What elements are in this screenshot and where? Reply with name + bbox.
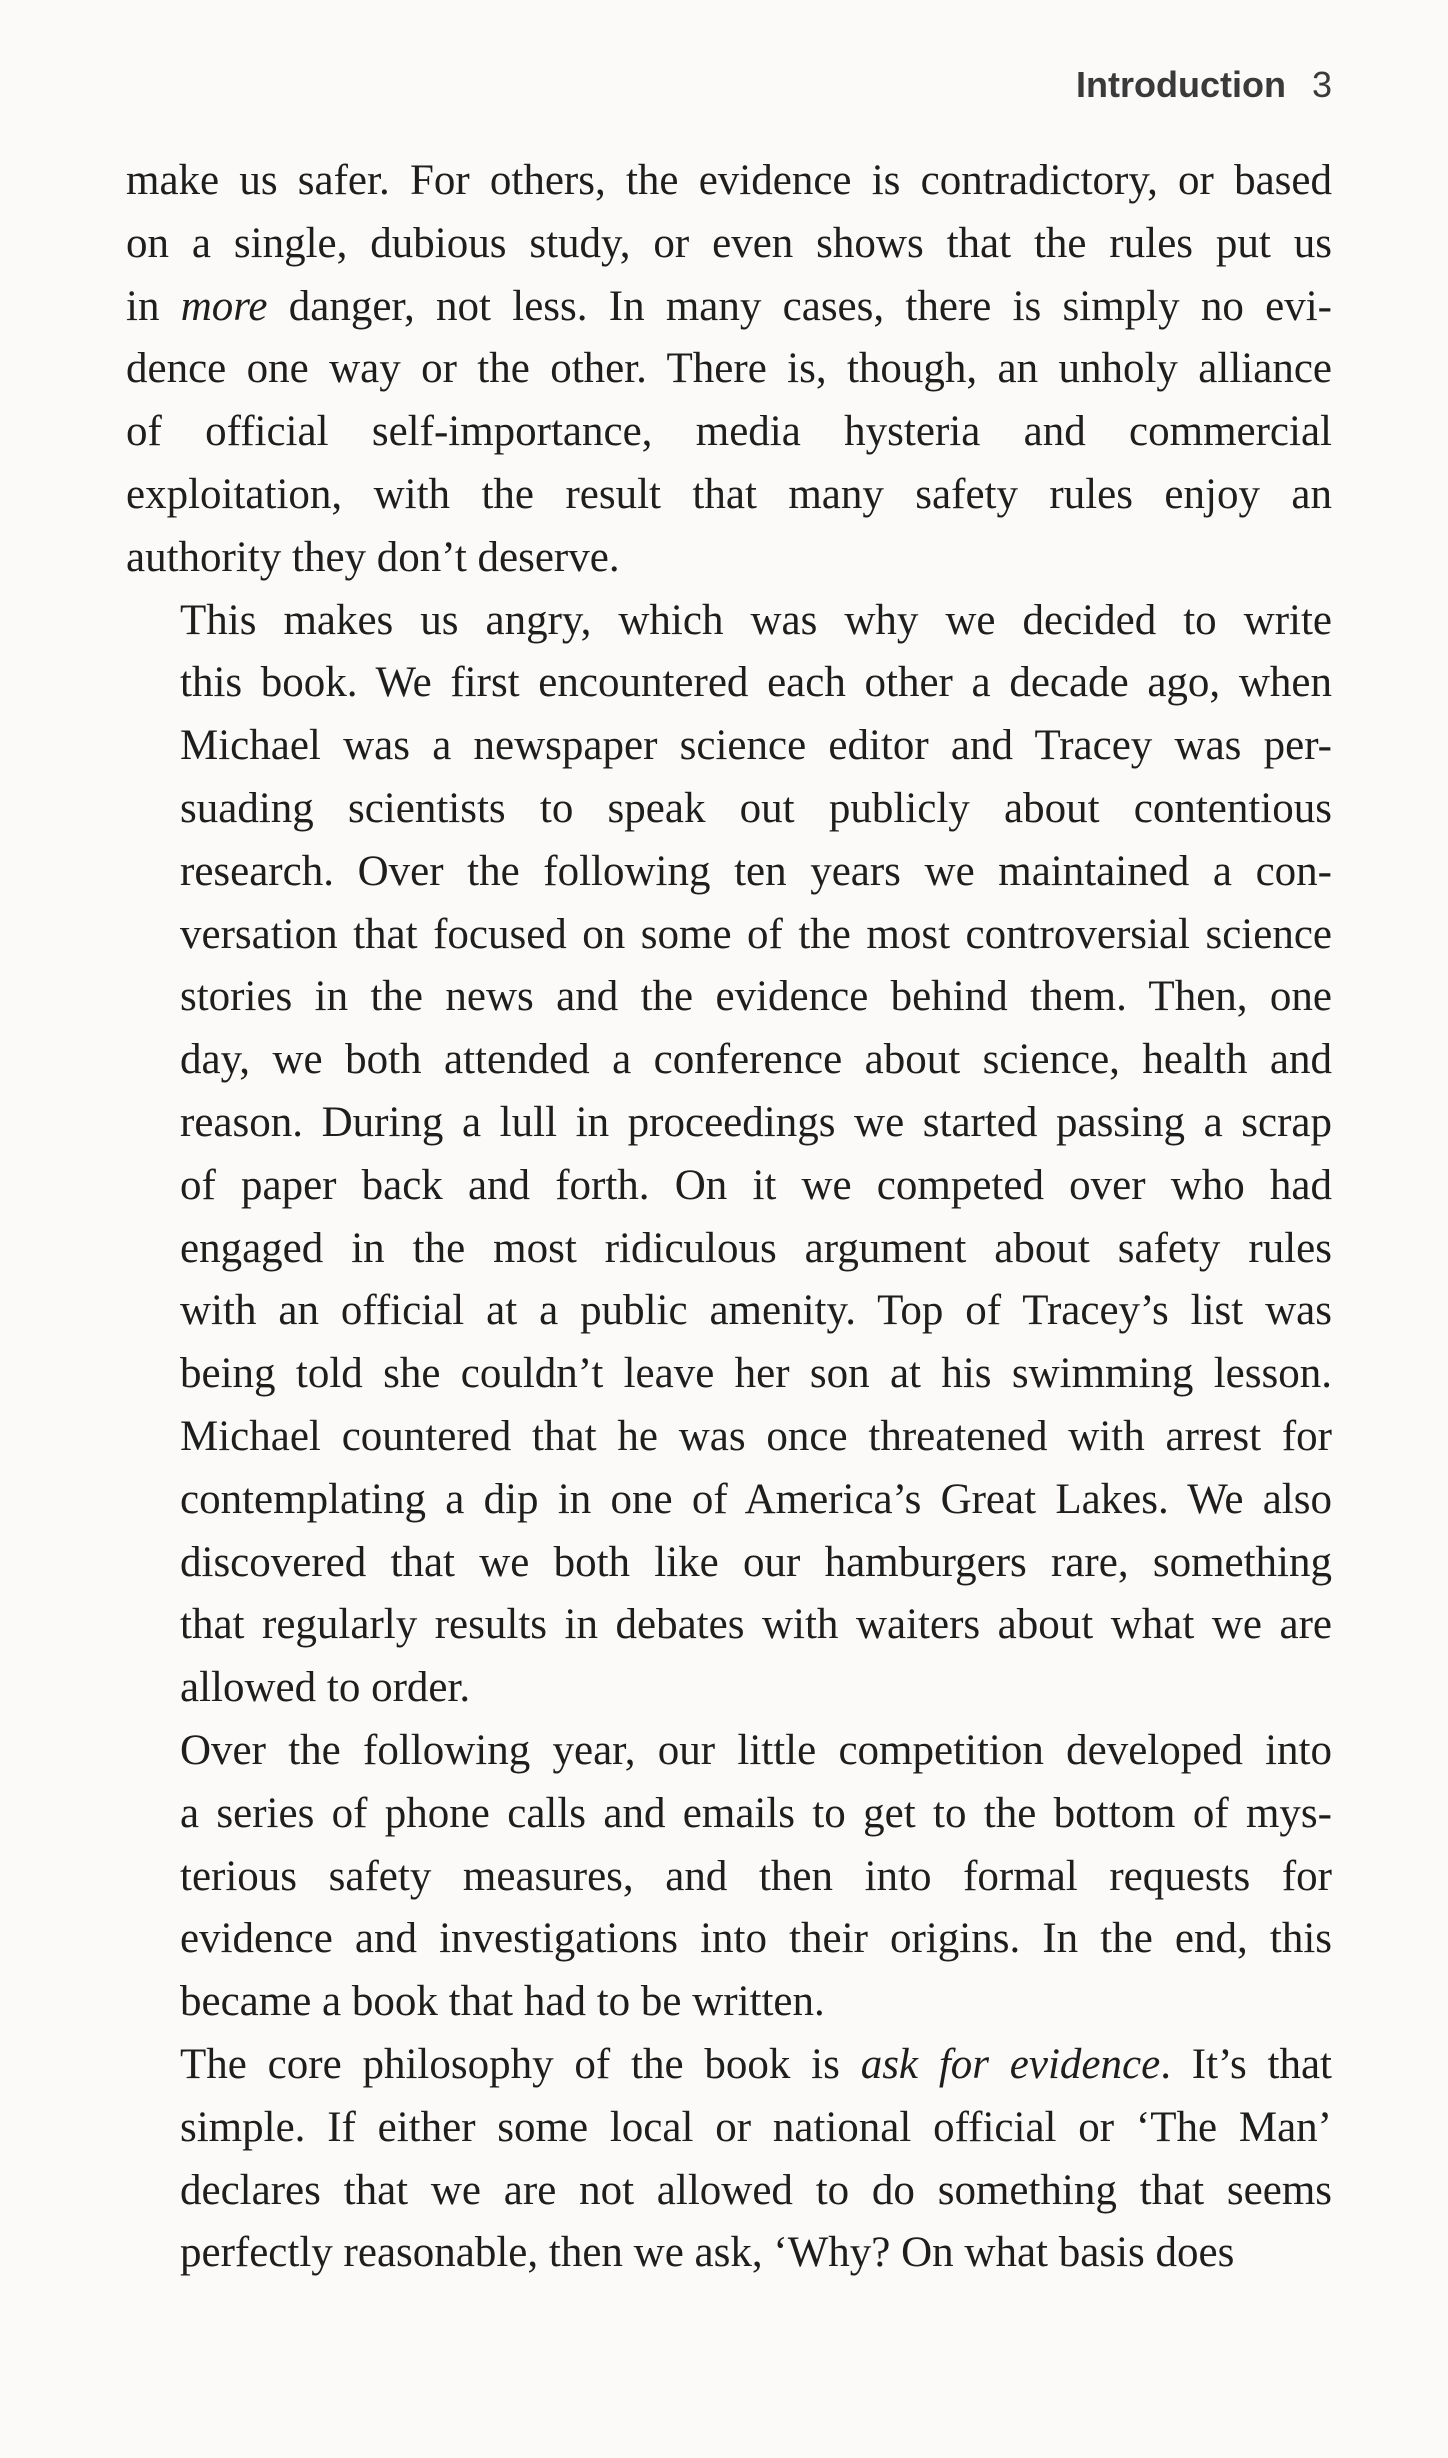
text-line: versation that focused on some of the most controversial science [180,910,1332,958]
text-line: evidence and investigations into their origins. In the end, this [180,1915,1332,1963]
text-line: simple. If either some local or national official or ‘The Man’ [180,2103,1332,2151]
text-line: reason. During a lull in proceedings we started passing a scrap [180,1098,1332,1146]
text-line: declares that we are not allowed to do something that seems [180,2166,1332,2214]
page-number: 3 [1311,64,1332,105]
text-line: contemplating a dip in one of America’s Great Lakes. We also [180,1475,1332,1523]
paragraph [126,2034,1332,2285]
text-line: became a book that had to be written. [180,1978,825,2026]
text-line: authority they don’t deserve. [126,533,620,581]
text-line: on a single, dubious study, or even shows that the rules put us [126,219,1332,267]
text-line: day, we both attended a conference about science, health and [180,1036,1332,1084]
text-line: make us safer. For others, the evidence is contradictory, or based [126,157,1332,204]
text-line: perfectly reasonable, then we ask, ‘Why? On what basis does [180,2229,1235,2277]
text-line: in more danger, not less. In many cases, there is simply no evi- [126,282,1332,330]
text-line: allowed to order. [180,1664,471,1712]
text-line: being told she couldn’t leave her son at his swimming lesson. [180,1350,1332,1398]
text-line: exploitation, with the result that many safety rules enjoy an [126,470,1332,518]
paragraph [126,590,1332,1720]
text-line: terious safety measures, and then into formal requests for [180,1852,1332,1900]
text-line: with an official at a public amenity. Top of Tracey’s list was [180,1287,1332,1335]
text-line: a series of phone calls and emails to get to the bottom of mys- [180,1789,1332,1837]
text-line: The core philosophy of the book is ask for evidence. It’s that [180,2040,1332,2088]
text-line: Michael was a newspaper science editor and Tracey was per- [180,722,1332,770]
text-line: of paper back and forth. On it we competed over who had [180,1161,1332,1209]
text-line: dence one way or the other. There is, though, an unholy alliance [126,345,1332,393]
text-line: Michael countered that he was once threatened with arrest for [180,1412,1332,1460]
text-line: this book. We first encountered each other a decade ago, when [180,659,1332,707]
body-text [126,150,1332,2285]
text-line: Over the following year, our little competition developed into [180,1726,1332,1774]
running-title: Introduction [1076,64,1286,105]
paragraph [126,1720,1332,2034]
text-line: research. Over the following ten years we maintained a con- [180,847,1332,895]
running-header [1076,64,1332,106]
emphasis: more [180,282,268,330]
paragraph [126,150,1332,590]
text-line: suading scientists to speak out publicly about contentious [180,784,1332,832]
text-line: engaged in the most ridiculous argument about safety rules [180,1224,1332,1272]
emphasis: ask for evidence [860,2040,1161,2088]
text-line: stories in the news and the evidence behind them. Then, one [180,973,1332,1021]
text-line: of official self-importance, media hysteria and commercial [126,408,1332,456]
text-line: This makes us angry, which was why we decided to write [180,596,1332,644]
text-line: that regularly results in debates with waiters about what we are [180,1601,1332,1649]
text-line: discovered that we both like our hamburgers rare, something [180,1538,1332,1586]
